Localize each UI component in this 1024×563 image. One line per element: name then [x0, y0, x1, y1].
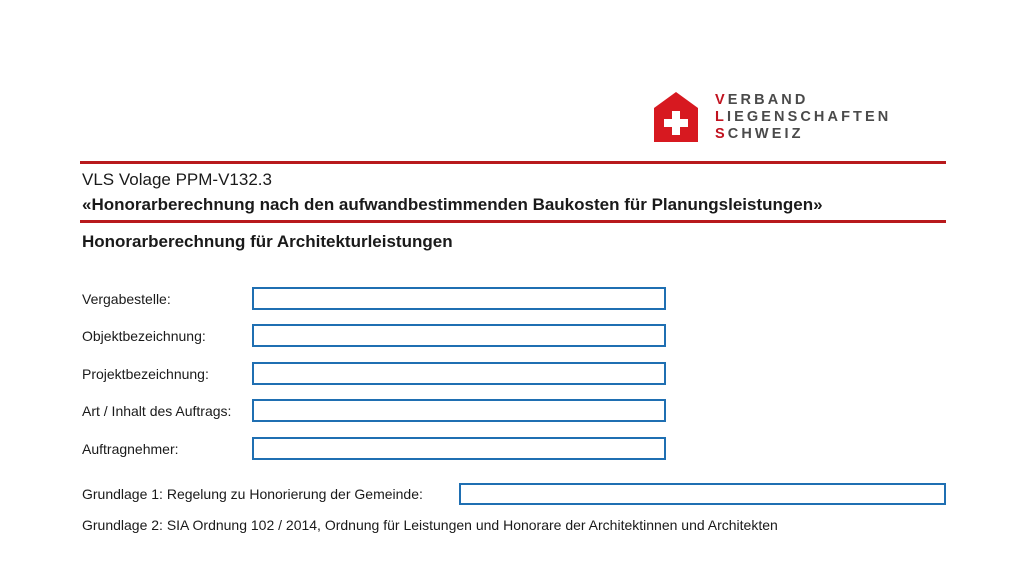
vls-logo: [654, 92, 944, 144]
vergabestelle-field[interactable]: [252, 287, 666, 310]
document-title: «Honorarberechnung nach den aufwandbestimmenden Baukosten für Planungsleistungen»: [82, 195, 823, 214]
projektbezeichnung-label: Projektbezeichnung:: [82, 366, 209, 382]
grundlage-2-text: Grundlage 2: SIA Ordnung 102 / 2014, Ordnung für Leistungen und Honorare der Architektinnen und Architekten: [82, 517, 778, 533]
auftrag-inhalt-label: Art / Inhalt des Auftrags:: [82, 403, 232, 419]
auftragnehmer-field[interactable]: [252, 437, 666, 460]
vergabestelle-label: Vergabestelle:: [82, 291, 171, 307]
swiss-cross-house-icon: [654, 92, 698, 142]
logo-line-3: SCHWEIZ: [715, 126, 804, 142]
logo-wordmark: [715, 92, 891, 143]
logo-line-1: VERBAND: [715, 92, 809, 108]
document-code: VLS Volage PPM-V132.3: [82, 170, 272, 189]
projektbezeichnung-field[interactable]: [252, 362, 666, 385]
grundlage-1-label: Grundlage 1: Regelung zu Honorierung der Gemeinde:: [82, 486, 423, 502]
header-rule-bottom: [80, 220, 946, 223]
objektbezeichnung-label: Objektbezeichnung:: [82, 328, 206, 344]
objektbezeichnung-field[interactable]: [252, 324, 666, 347]
header-rule-top: [80, 161, 946, 164]
logo-line-2: LIEGENSCHAFTEN: [715, 109, 892, 125]
grundlage-1-field[interactable]: [459, 483, 946, 505]
auftragnehmer-label: Auftragnehmer:: [82, 441, 179, 457]
auftrag-inhalt-field[interactable]: [252, 399, 666, 422]
section-title: Honorarberechnung für Architekturleistungen: [82, 232, 453, 251]
